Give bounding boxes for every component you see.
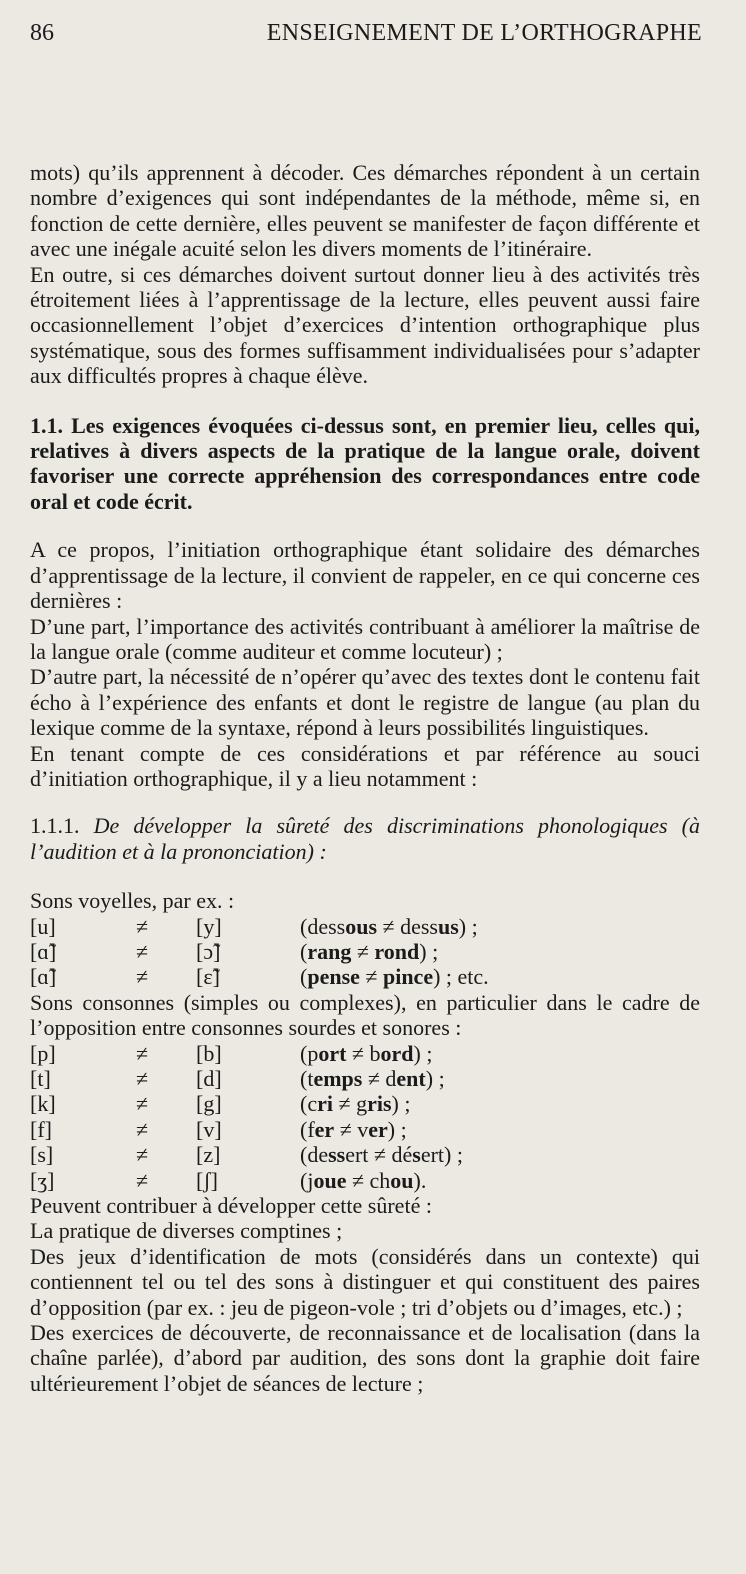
phoneme-b: [ʃ]: [196, 1167, 218, 1193]
example-word-1-plain: f: [307, 1116, 315, 1142]
example-separator: ≠: [351, 938, 375, 964]
example-open: (: [300, 1091, 308, 1117]
example-separator: ≠: [359, 964, 383, 990]
phoneme-b: [z]: [196, 1142, 221, 1168]
not-equal-sign: ≠: [136, 1116, 149, 1142]
phoneme-a: [ɑ̃]: [30, 964, 57, 990]
contrib-intro: Peuvent contribuer à développer cette sûreté :: [30, 1193, 432, 1219]
section-1-1-heading: 1.1. Les exigences évoquées ci-dessus sont, en premier lieu, celles qui, relatives à divers aspects de la pratique de la langue orale, doivent favoriser une correcte appréhension des correspondances entre code oral et code écrit.: [30, 412, 700, 514]
example-close: ).: [413, 1167, 427, 1193]
example-separator: ≠: [332, 1091, 357, 1117]
example-word-1-plain: p: [307, 1040, 319, 1066]
example-word-2-plain: dess: [400, 913, 438, 939]
contrib-item-3: Des exercices de découverte, de reconnaissance et de localisation (dans la chaîne parlée), d’abord par audition, des sons dont la graphie doit faire ultérieurement l’objet de séances de lecture ;: [30, 1320, 700, 1396]
example-word-2-plain: v: [357, 1116, 369, 1142]
example-separator: ≠: [334, 1116, 358, 1142]
vowels-intro: Sons voyelles, par ex. :: [30, 888, 235, 914]
example-close: ) ;: [458, 913, 478, 939]
consonant-row: [30, 1142, 700, 1167]
example-open: (: [300, 964, 308, 990]
phoneme-a: [t]: [30, 1066, 51, 1091]
phoneme-b: [b]: [196, 1040, 222, 1066]
example-pair: [300, 1066, 700, 1091]
not-equal-sign: ≠: [136, 913, 149, 939]
phoneme-b: [v]: [196, 1116, 222, 1142]
not-equal-sign: ≠: [136, 938, 149, 964]
intro-paragraph-2: En outre, si ces démarches doivent surtout donner lieu à des activités très étroitement liées à l’apprentissage de la lecture, elles peuvent aussi faire occasionnellement l’objet d’exercices d’intention orthographique plus systématique, sous des formes suffisamment individualisées pour s’adapter aux difficultés propres à chaque élève.: [30, 261, 700, 389]
example-word-1-plain: c: [307, 1091, 318, 1117]
example-word-1-bold: oue: [313, 1167, 347, 1193]
example-close: ) ;: [419, 938, 439, 964]
example-pair: [300, 1142, 700, 1167]
example-close: ) ;: [387, 1116, 407, 1142]
example-close: ) ;: [391, 1091, 411, 1117]
example-pair: [300, 1041, 700, 1066]
page-body: [30, 160, 700, 1396]
example-open: (: [300, 1066, 308, 1091]
example-word-2-plain: ch: [369, 1167, 391, 1193]
consonants-intro: Sons consonnes (simples ou complexes), en particulier dans le cadre de l’opposition entre consonnes sourdes et sonores :: [30, 989, 700, 1041]
intro-paragraph-1: mots) qu’ils apprennent à décoder. Ces démarches répondent à un certain nombre d’exigences qui sont indépendantes de la méthode, même si, en fonction de cette dernière, elles peuvent se manifester de façon différente et avec une inégale acuité selon les divers moments de l’itinéraire.: [30, 160, 700, 262]
example-pair: [300, 939, 700, 964]
example-open: (: [300, 1142, 308, 1168]
not-equal-sign: ≠: [136, 964, 149, 990]
example-open: (: [300, 938, 308, 964]
example-word-2-bold: pince: [382, 964, 434, 990]
vowel-row: [30, 914, 700, 939]
phoneme-a: [s]: [30, 1142, 54, 1168]
example-close: ) ;: [413, 1040, 433, 1066]
example-word-2-plain: d: [385, 1066, 397, 1091]
example-pair: [300, 1117, 700, 1142]
example-close: ) ; etc.: [433, 964, 489, 990]
example-word-1-bold: ri: [317, 1091, 333, 1117]
example-open: (: [300, 1040, 308, 1066]
section-1-1-paragraph-3: D’autre part, la nécessité de n’opérer qu’avec des textes dont le contenu fait écho à l’expérience des enfants et dont le registre de langue (au plan du lexique comme de la syntaxe, répond à leurs possibilités linguistiques.: [30, 664, 700, 741]
phoneme-a: [k]: [30, 1091, 56, 1117]
vowel-table: [30, 914, 700, 990]
example-word-2-bold: ris: [367, 1091, 392, 1117]
example-open: (: [300, 1116, 308, 1142]
consonant-row: [30, 1091, 700, 1116]
page-number: 86: [30, 20, 54, 46]
consonant-row: [30, 1168, 700, 1193]
vowel-row: [30, 964, 700, 989]
example-word-2-bold: rond: [374, 938, 420, 964]
example-word-2-bold: us: [437, 913, 459, 939]
example-word-1-plain: j: [307, 1167, 314, 1193]
phoneme-b: [ɔ̃]: [196, 938, 221, 964]
phoneme-b: [ɛ̃]: [196, 964, 220, 990]
example-pair: [300, 914, 700, 939]
example-pair: [300, 1168, 700, 1193]
example-close: ert) ;: [420, 1142, 463, 1168]
example-word-2-plain: ert ≠ dé: [345, 1142, 413, 1168]
phoneme-b: [g]: [196, 1091, 222, 1117]
phoneme-a: [ʒ]: [30, 1167, 55, 1193]
example-word-2-plain: b: [369, 1040, 381, 1066]
consonant-row: [30, 1066, 700, 1091]
consonant-table: [30, 1041, 700, 1193]
example-separator: ≠: [346, 1040, 370, 1066]
example-separator: ≠: [346, 1167, 370, 1193]
not-equal-sign: ≠: [136, 1066, 149, 1091]
phoneme-a: [ɑ̃]: [30, 938, 57, 964]
not-equal-sign: ≠: [136, 1167, 149, 1193]
example-word-2-bold: ou: [390, 1167, 414, 1193]
phoneme-a: [f]: [30, 1116, 52, 1142]
example-word-1-bold: ous: [345, 913, 378, 939]
example-word-1-bold: pense: [307, 964, 360, 990]
example-word-1-bold: ort: [318, 1040, 347, 1066]
example-close: ) ;: [425, 1066, 445, 1091]
not-equal-sign: ≠: [136, 1040, 149, 1066]
not-equal-sign: ≠: [136, 1091, 149, 1117]
example-pair: [300, 1091, 700, 1116]
consonant-row: [30, 1041, 700, 1066]
section-1-1-paragraph-4: En tenant compte de ces considérations et par référence au souci d’initiation orthographique, il y a lieu notamment :: [30, 740, 700, 791]
phoneme-b: [d]: [196, 1066, 222, 1091]
phoneme-b: [y]: [196, 913, 222, 939]
section-number: 1.1.1.: [30, 813, 80, 839]
example-word-1-bold: ss: [328, 1142, 346, 1168]
example-open: (: [300, 1167, 308, 1193]
not-equal-sign: ≠: [136, 1142, 149, 1168]
running-header: [0, 20, 746, 60]
section-title: De développer la sûreté des discriminations phonologiques (à l’audition et à la prononciation) :: [30, 813, 701, 864]
example-word-2-bold: er: [368, 1116, 388, 1142]
contrib-item-1: La pratique de diverses comptines ;: [30, 1218, 343, 1244]
example-word-1-plain: t: [307, 1066, 314, 1091]
section-1-1-paragraph-1: A ce propos, l’initiation orthographique étant solidaire des démarches d’apprentissage de la lecture, il convient de rappeler, en ce qui concerne ces dernières :: [30, 537, 700, 614]
example-word-1-plain: de: [307, 1142, 329, 1168]
vowel-row: [30, 939, 700, 964]
example-separator: ≠: [377, 913, 401, 939]
example-word-1-bold: emps: [313, 1066, 363, 1091]
section-1-1-paragraph-2: D’une part, l’importance des activités contribuant à améliorer la maîtrise de la langue orale (comme auditeur et comme locuteur) ;: [30, 613, 700, 664]
phoneme-a: [u]: [30, 913, 56, 939]
section-1-1-1-heading: [30, 813, 700, 864]
example-open: (: [300, 913, 308, 939]
phoneme-a: [p]: [30, 1040, 56, 1066]
example-pair: [300, 964, 700, 989]
running-title: ENSEIGNEMENT DE L’ORTHOGRAPHE: [266, 20, 702, 46]
example-word-1-plain: dess: [307, 913, 346, 939]
consonant-row: [30, 1117, 700, 1142]
example-separator: ≠: [362, 1066, 386, 1091]
example-word-1-bold: er: [314, 1116, 335, 1142]
example-word-1-bold: rang: [307, 938, 352, 964]
example-word-2-plain: g: [356, 1091, 368, 1117]
example-word-2-bold: s: [412, 1142, 421, 1168]
example-word-2-bold: ent: [396, 1066, 426, 1091]
contrib-item-2: Des jeux d’identification de mots (considérés dans un contexte) qui contiennent tel ou tel des sons à distinguer et qui constituent des paires d’opposition (par ex. : jeu de pigeon-vole ; tri d’objets ou d’images, etc.) ;: [30, 1243, 700, 1320]
example-word-2-bold: ord: [380, 1040, 414, 1066]
